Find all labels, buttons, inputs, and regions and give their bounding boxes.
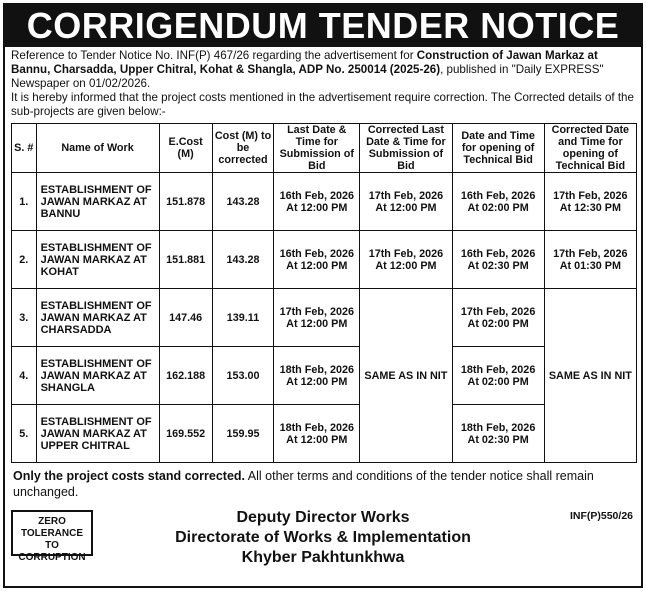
footer-note-rest: All other terms and conditions of the tender notice shall remain unchanged. (13, 469, 594, 499)
cell-same-as-nit-opening: SAME AS IN NIT (544, 289, 636, 463)
cell-ecost: 162.188 (159, 347, 212, 405)
table-row (12, 347, 637, 405)
signature-block (5, 508, 641, 578)
signatory (5, 508, 641, 568)
tender-notice (3, 3, 643, 588)
cell-same-as-nit-submission: SAME AS IN NIT (360, 289, 452, 463)
cell-sn: 3. (12, 289, 37, 347)
cell-last-date: 17th Feb, 2026 At 12:00 PM (274, 289, 360, 347)
col-header-corrected-opening-date: Corrected Date and Time for opening of Technical Bid (544, 124, 636, 173)
zero-tolerance-badge: ZERO TOLERANCE TO CORRUPTION (11, 510, 93, 556)
cell-last-date: 18th Feb, 2026 At 12:00 PM (274, 347, 360, 405)
col-header-work: Name of Work (36, 124, 159, 173)
intro-paragraph-2: It is hereby informed that the project costs mentioned in the advertisement require correction. The Corrected details of the sub-projects are given below:- (11, 91, 634, 118)
intro-p1-b: , published in "Daily EXPRESS" Newspaper on 01/02/2026. (11, 63, 604, 90)
cell-work: ESTABLISHMENT OF JAWAN MARKAZ AT BANNU (36, 173, 159, 231)
cell-opening-date: 18th Feb, 2026 At 02:30 PM (452, 405, 544, 463)
cell-opening-date: 17th Feb, 2026 At 02:00 PM (452, 289, 544, 347)
cell-corrected-opening-date: 17th Feb, 2026 At 01:30 PM (544, 231, 636, 289)
cell-opening-date: 18th Feb, 2026 At 02:00 PM (452, 347, 544, 405)
footer-note (5, 463, 641, 500)
intro-p1-a: Reference to Tender Notice No. INF(P) 467/26 regarding the advertisement for (11, 49, 417, 62)
cell-work: ESTABLISHMENT OF JAWAN MARKAZ AT SHANGLA (36, 347, 159, 405)
cell-last-date: 16th Feb, 2026 At 12:00 PM (274, 231, 360, 289)
signatory-line-1: Deputy Director Works (236, 509, 410, 526)
col-header-sn: S. # (12, 124, 37, 173)
signatory-line-3: Khyber Pakhtunkhwa (241, 549, 405, 566)
col-header-cost: Cost (M) to be corrected (212, 124, 273, 173)
table-row (12, 173, 637, 231)
subprojects-table (11, 123, 637, 463)
cell-corrected-opening-date: 17th Feb, 2026 At 12:30 PM (544, 173, 636, 231)
intro-text (5, 47, 641, 119)
cell-work: ESTABLISHMENT OF JAWAN MARKAZ AT UPPER CHITRAL (36, 405, 159, 463)
cell-work: ESTABLISHMENT OF JAWAN MARKAZ AT CHARSADDA (36, 289, 159, 347)
cell-cost: 159.95 (212, 405, 273, 463)
col-header-ecost: E.Cost (M) (159, 124, 212, 173)
cell-corrected-last-date: 17th Feb, 2026 At 12:00 PM (360, 173, 452, 231)
cell-ecost: 151.881 (159, 231, 212, 289)
table-row (12, 289, 637, 347)
cell-last-date: 18th Feb, 2026 At 12:00 PM (274, 405, 360, 463)
cell-sn: 2. (12, 231, 37, 289)
cell-ecost: 169.552 (159, 405, 212, 463)
col-header-corrected-last-date: Corrected Last Date & Time for Submission of Bid (360, 124, 452, 173)
intro-p1-bold: Construction of Jawan Markaz at Bannu, Charsadda, Upper Chitral, Kohat & Shangla, ADP No. 250014 (2025-26) (11, 49, 598, 76)
table-row (12, 231, 637, 289)
cell-sn: 5. (12, 405, 37, 463)
cell-ecost: 151.878 (159, 173, 212, 231)
footer-note-bold: Only the project costs stand corrected. (13, 469, 246, 483)
cell-cost: 153.00 (212, 347, 273, 405)
table-row (12, 405, 637, 463)
notice-title: CORRIGENDUM TENDER NOTICE (5, 5, 641, 47)
cell-opening-date: 16th Feb, 2026 At 02:30 PM (452, 231, 544, 289)
cell-work: ESTABLISHMENT OF JAWAN MARKAZ AT KOHAT (36, 231, 159, 289)
signatory-line-2: Directorate of Works & Implementation (175, 529, 471, 546)
intro-paragraph-1 (11, 49, 635, 91)
col-header-last-date: Last Date & Time for Submission of Bid (274, 124, 360, 173)
cell-cost: 143.28 (212, 173, 273, 231)
table-header-row (12, 124, 637, 173)
cell-opening-date: 16th Feb, 2026 At 02:00 PM (452, 173, 544, 231)
cell-sn: 1. (12, 173, 37, 231)
cell-sn: 4. (12, 347, 37, 405)
reference-number: INF(P)550/26 (569, 510, 633, 522)
cell-corrected-last-date: 17th Feb, 2026 At 12:00 PM (360, 231, 452, 289)
cell-last-date: 16th Feb, 2026 At 12:00 PM (274, 173, 360, 231)
cell-cost: 139.11 (212, 289, 273, 347)
cell-ecost: 147.46 (159, 289, 212, 347)
cell-cost: 143.28 (212, 231, 273, 289)
col-header-opening-date: Date and Time for opening of Technical Bid (452, 124, 544, 173)
